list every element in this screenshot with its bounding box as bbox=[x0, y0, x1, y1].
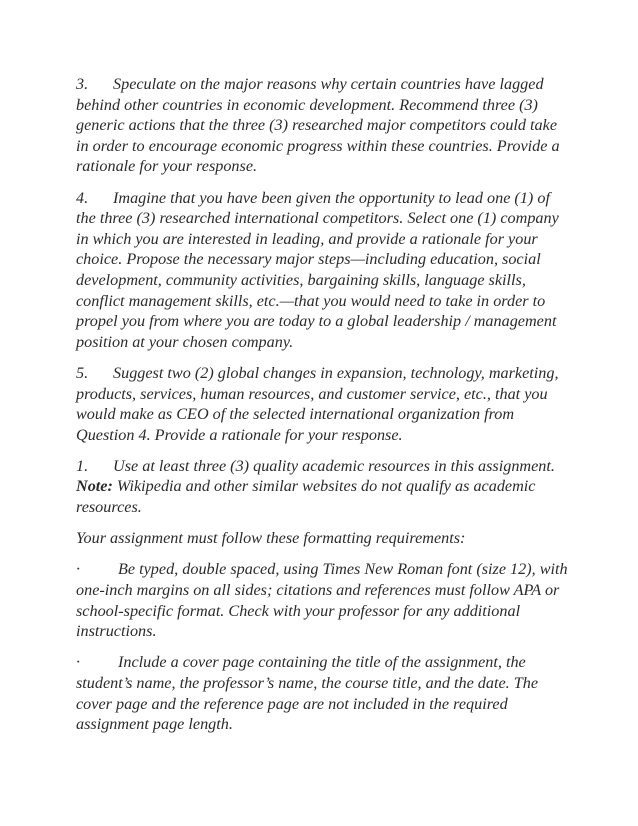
formatting-bullet-2 bbox=[76, 652, 568, 734]
paragraph-text: Use at least three (3) quality academic resources in this assignment. bbox=[113, 456, 555, 475]
list-number: 4. bbox=[76, 188, 89, 207]
paragraph-text: Speculate on the major reasons why certain countries have lagged behind other countries in economic development. Recommend three (3) generic actions that the three (3) researched major competitors could take in order to encourage economic progress within these countries. Provide a rationale for your response. bbox=[76, 75, 560, 176]
document-page bbox=[76, 74, 568, 745]
paragraph-text: Suggest two (2) global changes in expansion, technology, marketing, products, services, human resources, and customer service, etc., that you would make as CEO of the selected international organization from Question 4. Provide a rationale for your response. bbox=[76, 363, 559, 444]
bullet-text: Be typed, double spaced, using Times New Roman font (size 12), with one-inch margins on all sides; citations and references must follow APA or school-specific format. Check with your professor for any additional instructions. bbox=[76, 560, 568, 641]
list-number: 1. bbox=[76, 456, 89, 475]
resources-requirement bbox=[76, 456, 568, 518]
paragraph-text: Imagine that you have been given the opportunity to lead one (1) of the three (3) researched international competitors. Select one (1) company in which you are interested in leading, and provide a rationale for your choice. Propose the necessary major steps—including education, social development, community activities, bargaining skills, language skills, conflict management skills, etc.—that you would need to take in order to propel you from where you are today to a global leadership / management position at your chosen company. bbox=[76, 188, 559, 351]
bullet-marker: · bbox=[76, 653, 81, 672]
note-label: Note: bbox=[76, 477, 113, 496]
question-4 bbox=[76, 188, 568, 353]
question-3 bbox=[76, 74, 568, 177]
bullet-text: Include a cover page containing the title of the assignment, the student’s name, the professor’s name, the course title, and the date. The cover page and the reference page are not included in the required assignment page length. bbox=[76, 653, 539, 734]
bullet-marker: · bbox=[76, 560, 81, 579]
question-5 bbox=[76, 363, 568, 445]
list-number: 3. bbox=[76, 75, 89, 93]
formatting-intro: Your assignment must follow these formatting requirements: bbox=[76, 529, 466, 548]
list-number: 5. bbox=[76, 363, 89, 382]
note-text: Wikipedia and other similar websites do not qualify as academic resources. bbox=[76, 477, 536, 517]
formatting-bullet-1 bbox=[76, 559, 568, 641]
